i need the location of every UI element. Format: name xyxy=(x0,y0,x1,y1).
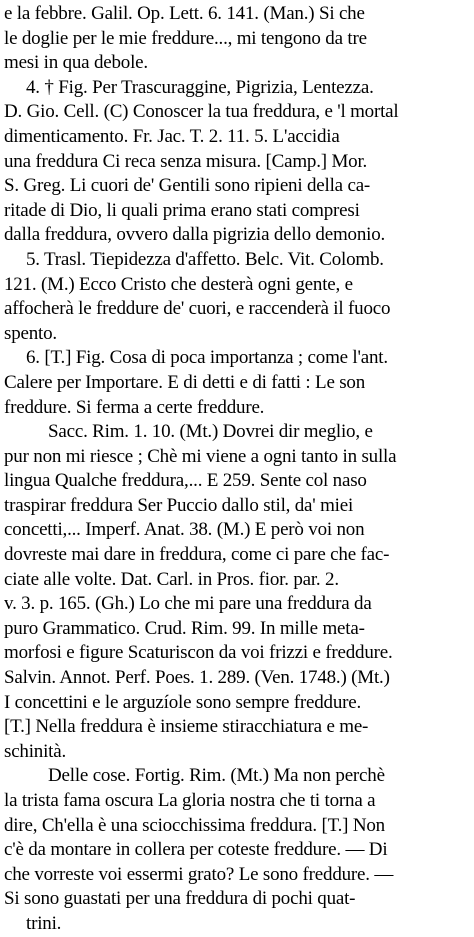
text-line: ciate alle volte. Dat. Carl. in Pros. fior. par. 2. xyxy=(4,568,339,590)
text-line: Salvin. Annot. Perf. Poes. 1. 289. (Ven. 1748.) (Mt.) xyxy=(4,667,390,689)
text-line: traspirar freddura Ser Puccio dallo stil, da' miei xyxy=(4,494,354,516)
text-line: lingua Qualche freddura,... E 259. Sente col naso xyxy=(4,470,367,492)
text-line: schinità. xyxy=(4,740,67,762)
text-line: dalla freddura, ovvero dalla pigrizia dello demonio. xyxy=(4,224,386,246)
text-line: Calere per Importare. E di detti e di fatti : Le son xyxy=(4,371,366,393)
text-line: dimenticamento. Fr. Jac. T. 2. 11. 5. L'accidia xyxy=(4,125,340,147)
text-line: dovreste mai dare in freddura, come ci pare che fac- xyxy=(4,544,390,566)
text-line: v. 3. p. 165. (Gh.) Lo che mi pare una freddura da xyxy=(4,593,372,615)
text-line: dire, Ch'ella è una sciocchissima freddura. [T.] Non xyxy=(4,814,385,836)
text-line: affocherà le freddure de' cuori, e raccenderà il fuoco xyxy=(4,298,391,320)
text-line: concetti,... Imperf. Anat. 38. (M.) E però voi non xyxy=(4,519,365,541)
text-line: pur non mi riesce ; Chè mi viene a ogni tanto in sulla xyxy=(4,445,397,467)
text-line: D. Gio. Cell. (C) Conoscer la tua freddura, e 'l mortal xyxy=(4,101,399,123)
text-line: una freddura Ci reca senza misura. [Camp.] Mor. xyxy=(4,150,368,172)
text-line: e la febbre. Galil. Op. Lett. 6. 141. (Man.) Si che xyxy=(4,3,365,24)
text-line: [T.] Nella freddura è insieme stiracchiatura e me- xyxy=(4,716,369,738)
text-line: spento. xyxy=(4,322,57,344)
text-line: Si sono guastati per una freddura di pochi quat- xyxy=(4,888,356,910)
text-line: morfosi e figure Scaturiscon da voi frizzi e freddure. xyxy=(4,642,393,664)
text-line: la trista fama oscura La gloria nostra che ti torna a xyxy=(4,790,376,811)
text-line: 121. (M.) Ecco Cristo che desterà ogni gente, e xyxy=(4,273,353,295)
text-line: I concettini e le arguzíole sono sempre freddure. xyxy=(4,691,362,713)
text-line: S. Greg. Li cuori de' Gentili sono ripieni della ca- xyxy=(4,175,371,197)
text-line: puro Grammatico. Crud. Rim. 99. In mille meta- xyxy=(4,617,365,639)
sense-6-heading: 6. [T.] Fig. Cosa di poca importanza ; come l'ant. xyxy=(26,347,388,369)
text-line: freddure. Si ferma a certe freddure. xyxy=(4,396,265,418)
sense-5-heading: 5. Trasl. Tiepidezza d'affetto. Belc. Vit. Colomb. xyxy=(26,248,384,270)
text-line: che vorreste voi essermi grato? Le sono freddure. — xyxy=(4,863,394,885)
text-line: c'è da montare in collera per coteste freddure. — Di xyxy=(4,839,388,861)
citation-line: Delle cose. Fortig. Rim. (Mt.) Ma non perchè xyxy=(48,765,385,787)
text-line: trini. xyxy=(26,912,62,934)
citation-line: Sacc. Rim. 1. 10. (Mt.) Dovrei dir meglio, e xyxy=(48,421,373,443)
text-line: mesi in qua debole. xyxy=(4,52,148,74)
text-line: le doglie per le mie freddure..., mi tengono da tre xyxy=(4,27,367,49)
sense-4-heading: 4. † Fig. Per Trascuraggine, Pigrizia, Lentezza. xyxy=(26,76,374,98)
text-line: ritade di Dio, li quali prima erano stati compresi xyxy=(4,199,360,221)
